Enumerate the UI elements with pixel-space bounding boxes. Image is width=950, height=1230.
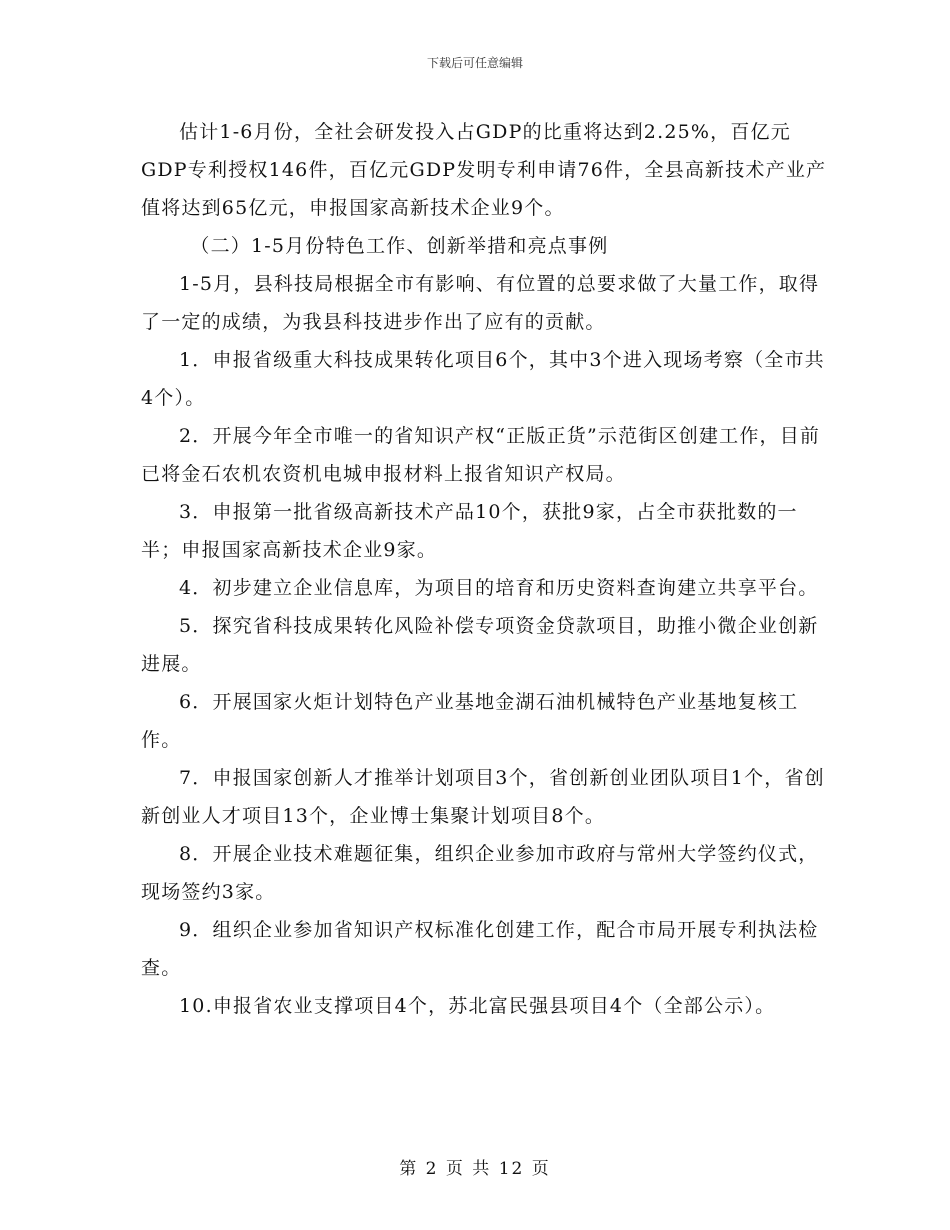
list-item-10: 10.申报省农业支撑项目4个，苏北富民强县项目4个（全部公示）。 <box>179 995 776 1017</box>
document-body <box>141 113 831 1025</box>
list-item-8: 8．开展企业技术难题征集，组织企业参加市政府与常州大学签约仪式，现场签约3家。 <box>141 843 819 903</box>
list-item-1: 1．申报省级重大科技成果转化项目6个，其中3个进入现场考察（全市共4个）。 <box>141 349 825 409</box>
list-item-6: 6．开展国家火炬计划特色产业基地金湖石油机械特色产业基地复核工作。 <box>141 691 799 751</box>
paragraph-rd-estimate: 估计1-6月份，全社会研发投入占GDP的比重将达到2.25%，百亿元GDP专利授权146件，百亿元GDP发明专利申请76件，全县高新技术产业产值将达到65亿元，申报国家高新技术企业9个。 <box>141 121 827 219</box>
paragraph-intro: 1-5月，县科技局根据全市有影响、有位置的总要求做了大量工作，取得了一定的成绩，为我县科技进步作出了应有的贡献。 <box>141 273 820 333</box>
list-item-9: 9．组织企业参加省知识产权标准化创建工作，配合市局开展专利执法检查。 <box>141 919 819 979</box>
list-item-5: 5．探究省科技成果转化风险补偿专项资金贷款项目，助推小微企业创新进展。 <box>141 615 819 675</box>
page-number: 第 2 页 共 12 页 <box>399 1159 551 1179</box>
section-heading: （二）1-5月份特色工作、创新举措和亮点事例 <box>190 235 609 257</box>
list-item-7: 7．申报国家创新人才推举计划项目3个，省创新创业团队项目1个，省创新创业人才项目13个，企业博士集聚计划项目8个。 <box>141 767 825 827</box>
list-item-4: 4．初步建立企业信息库，为项目的培育和历史资料查询建立共享平台。 <box>179 577 819 599</box>
list-item-2: 2．开展今年全市唯一的省知识产权“正版正货”示范街区创建工作，目前已将金石农机农资机电城申报材料上报省知识产权局。 <box>141 425 821 485</box>
page-header-note: 下载后可任意编辑 <box>426 56 523 70</box>
list-item-3: 3．申报第一批省级高新技术产品10个，获批9家，占全市获批数的一半；申报国家高新技术企业9家。 <box>141 501 798 561</box>
